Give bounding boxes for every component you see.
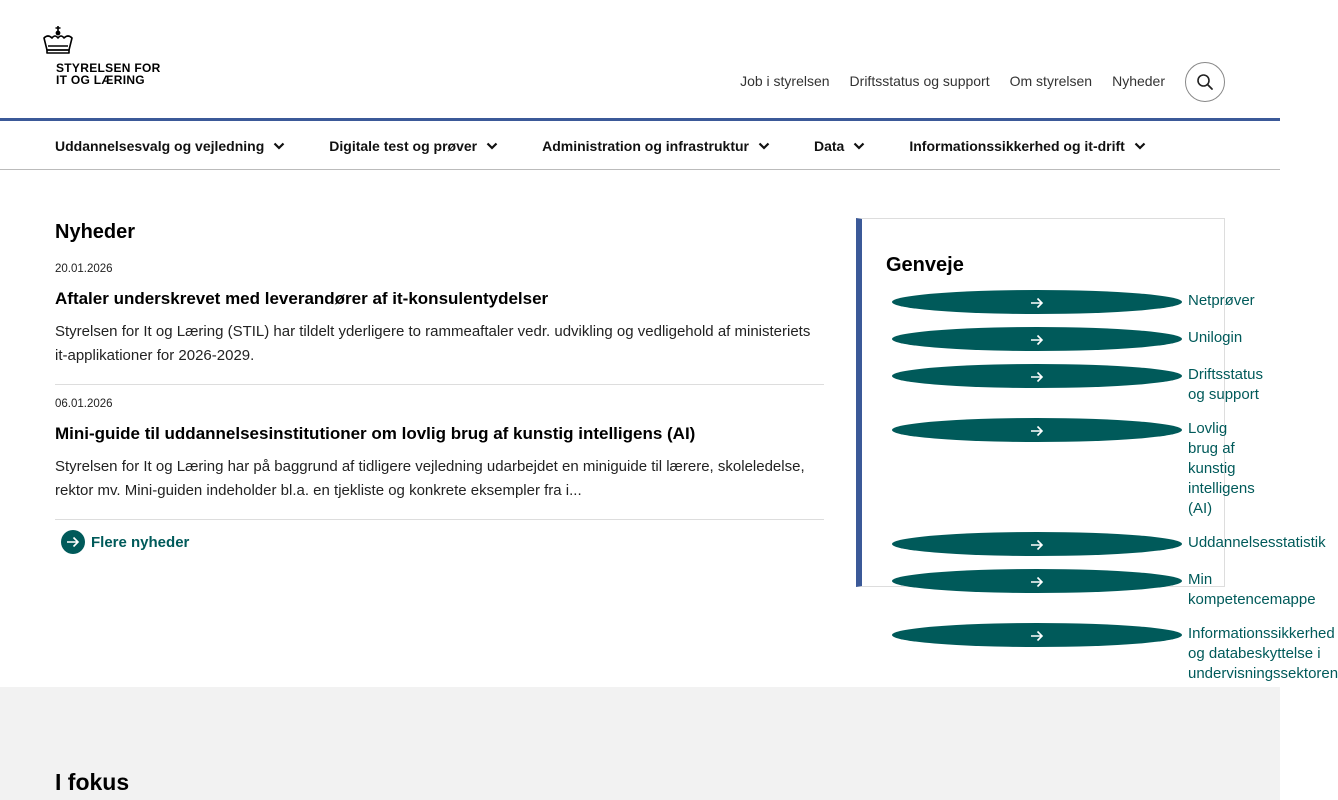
news-title-link[interactable]: Mini-guide til uddannelsesinstitutioner om lovlig brug af kunstig intelligens (AI): [55, 424, 696, 443]
shortcut-informationssikkerhed[interactable]: [886, 623, 1338, 684]
shortcut-label: Unilogin: [1188, 329, 1243, 346]
logo-line-1: STYRELSEN FOR: [56, 61, 161, 75]
arrow-right-icon: [892, 569, 1182, 593]
news-summary: Styrelsen for It og Læring har på baggrund af tidligere vejledning udarbejdet en miniguide til lærere, skoleledelse, rektor mv. Mini-guiden indeholder bl.a. en tjekliste og konkrete eksempler fra i...: [55, 458, 805, 499]
mainnav-uddannelsesvalg[interactable]: [55, 138, 285, 154]
shortcut-netprover[interactable]: [886, 290, 1255, 314]
focus-section: [0, 687, 1280, 800]
mainnav-label: Informationssikkerhed og it-drift: [909, 137, 1125, 154]
arrow-right-icon: [892, 327, 1182, 351]
news-title-link[interactable]: Aftaler underskrevet med leverandører af it-konsulentydelser: [55, 289, 549, 308]
chevron-down-icon: [486, 142, 498, 150]
main-navigation: [0, 118, 1280, 170]
mainnav-label: Digitale test og prøver: [329, 137, 478, 154]
top-navigation: [740, 73, 1165, 89]
shortcut-label: Uddannelsesstatistik: [1188, 534, 1326, 551]
shortcuts-heading: Genveje: [886, 254, 964, 276]
focus-heading: I fokus: [55, 769, 130, 795]
shortcut-label: Lovlig brug af kunstig intelligens (AI): [1188, 420, 1255, 517]
news-heading: Nyheder: [55, 221, 136, 243]
news-item: [55, 397, 824, 520]
arrow-right-icon: [61, 530, 85, 554]
site-logo[interactable]: [40, 24, 170, 94]
news-date: 06.01.2026: [55, 398, 113, 410]
arrow-right-icon: [892, 532, 1182, 556]
news-date: 20.01.2026: [55, 263, 113, 275]
more-news-link[interactable]: [55, 530, 824, 554]
mainnav-digitale-test[interactable]: [329, 138, 498, 154]
crown-icon: [40, 24, 76, 56]
mainnav-label: Administration og infrastruktur: [542, 137, 749, 154]
arrow-right-icon: [892, 364, 1182, 388]
shortcut-label: Min kompetencemappe: [1188, 571, 1316, 608]
news-section: [55, 218, 824, 554]
shortcut-label: Driftsstatus og support: [1188, 366, 1264, 403]
site-header: [0, 0, 1280, 118]
mainnav-data[interactable]: [814, 138, 865, 154]
logo-wordmark: [56, 62, 161, 86]
mainnav-informationssikkerhed[interactable]: [909, 138, 1145, 154]
mainnav-administration[interactable]: [542, 138, 770, 154]
shortcuts-panel: [856, 218, 1338, 682]
news-summary: Styrelsen for It og Læring (STIL) har tildelt yderligere to rammeaftaler vedr. udvikling og vedligehold af ministeriets it-applikationer for 2026-2029.: [55, 323, 811, 364]
more-news-label: Flere nyheder: [91, 533, 190, 551]
topnav-job[interactable]: Job i styrelsen: [740, 73, 830, 89]
chevron-down-icon: [853, 142, 865, 150]
search-icon: [1196, 73, 1214, 91]
topnav-nyheder[interactable]: Nyheder: [1112, 73, 1165, 89]
news-item: [55, 262, 824, 385]
arrow-right-icon: [892, 418, 1182, 442]
mainnav-label: Data: [814, 137, 845, 154]
arrow-right-icon: [892, 290, 1182, 314]
shortcut-label: Informationssikkerhed og databeskyttelse i undervisningssektoren: [1188, 625, 1338, 682]
topnav-driftsstatus[interactable]: Driftsstatus og support: [849, 73, 990, 89]
search-button[interactable]: [1185, 62, 1225, 102]
chevron-down-icon: [1134, 142, 1146, 150]
shortcut-kompetencemappe[interactable]: [886, 569, 1316, 610]
arrow-right-icon: [892, 623, 1182, 647]
shortcut-driftsstatus[interactable]: [886, 364, 1264, 405]
shortcut-unilogin[interactable]: [886, 327, 1243, 351]
topnav-om-styrelsen[interactable]: Om styrelsen: [1009, 73, 1093, 89]
shortcut-uddannelsesstatistik[interactable]: [886, 532, 1326, 556]
shortcut-ai[interactable]: [886, 418, 1255, 519]
chevron-down-icon: [758, 142, 770, 150]
mainnav-label: Uddannelsesvalg og vejledning: [55, 137, 265, 154]
chevron-down-icon: [273, 142, 285, 150]
shortcut-label: Netprøver: [1188, 292, 1255, 309]
logo-line-2: IT OG LÆRING: [56, 73, 145, 87]
